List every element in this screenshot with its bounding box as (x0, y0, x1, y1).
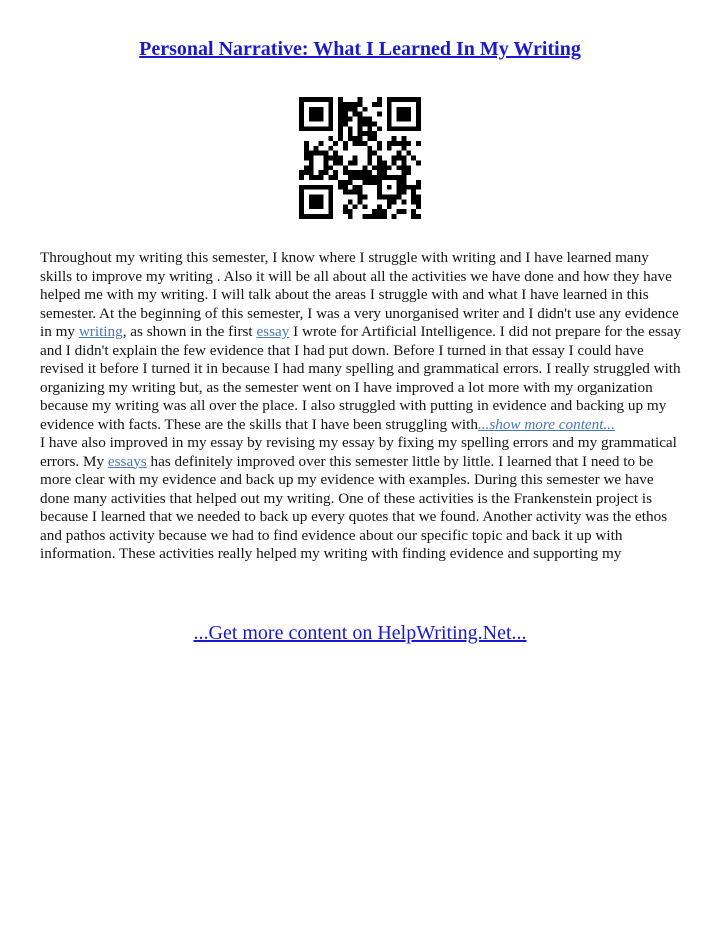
get-more-content-link[interactable]: ...Get more content on HelpWriting.Net... (193, 622, 527, 644)
essay-link[interactable]: essay (256, 323, 290, 340)
document-title[interactable]: Personal Narrative: What I Learned In My Writing (139, 38, 581, 60)
essays-link[interactable]: essays (107, 452, 147, 470)
paragraph-1-text-a: Throughout my writing this semester, I know where I struggle with writing and I have learned many skills to improve my writing . Also it will be all about all the activities we have done and how they have helped me with my writing. I will talk about the areas I struggle with and what I have learned in this semester. At the beginning of this semester, I was a very unorganised writer and I didn't use any evidence in my (40, 249, 679, 340)
paragraph-1 (40, 249, 682, 434)
paragraph-2-text-a: I have also improved in my essay by revising my essay by fixing my spelling errors and my grammatical errors. My (40, 434, 677, 470)
paragraph-2-text-b: has definitely improved over this semester little by little. I learned that I need to be more clear with my evidence and back up my evidence with examples. During this semester we have done many activities that helped out my writing. One of these activities is the Frankenstein project is because I learned that we needed to back up every quotes that we found. Another activity was the ethos and pathos activity because we had to find evidence about our specific topic and back it up with information. These activities really helped my writing with finding evidence and supporting my (40, 452, 668, 562)
paragraph-2 (40, 434, 682, 564)
essay-body (40, 249, 682, 564)
paragraph-1-text-c: I wrote for Artificial Intelligence. I did not prepare for the essay and I didn't explain the few evidence that I had put down. Before I turned in that essay I could have revised it before I turned it in because I had many spelling and grammatical errors. I really struggled with organizing my writing but, as the semester went on I have improved a lot more with my organization because my writing was all over the place. I also struggled with putting in evidence and backing up my evidence with facts. These are the skills that I have been struggling with (40, 323, 682, 433)
qr-code-icon (299, 97, 421, 219)
show-more-link[interactable]: ...show more content... (477, 415, 615, 433)
paragraph-1-text-b: , as shown in the first (122, 323, 257, 340)
writing-link[interactable]: writing (78, 323, 123, 340)
